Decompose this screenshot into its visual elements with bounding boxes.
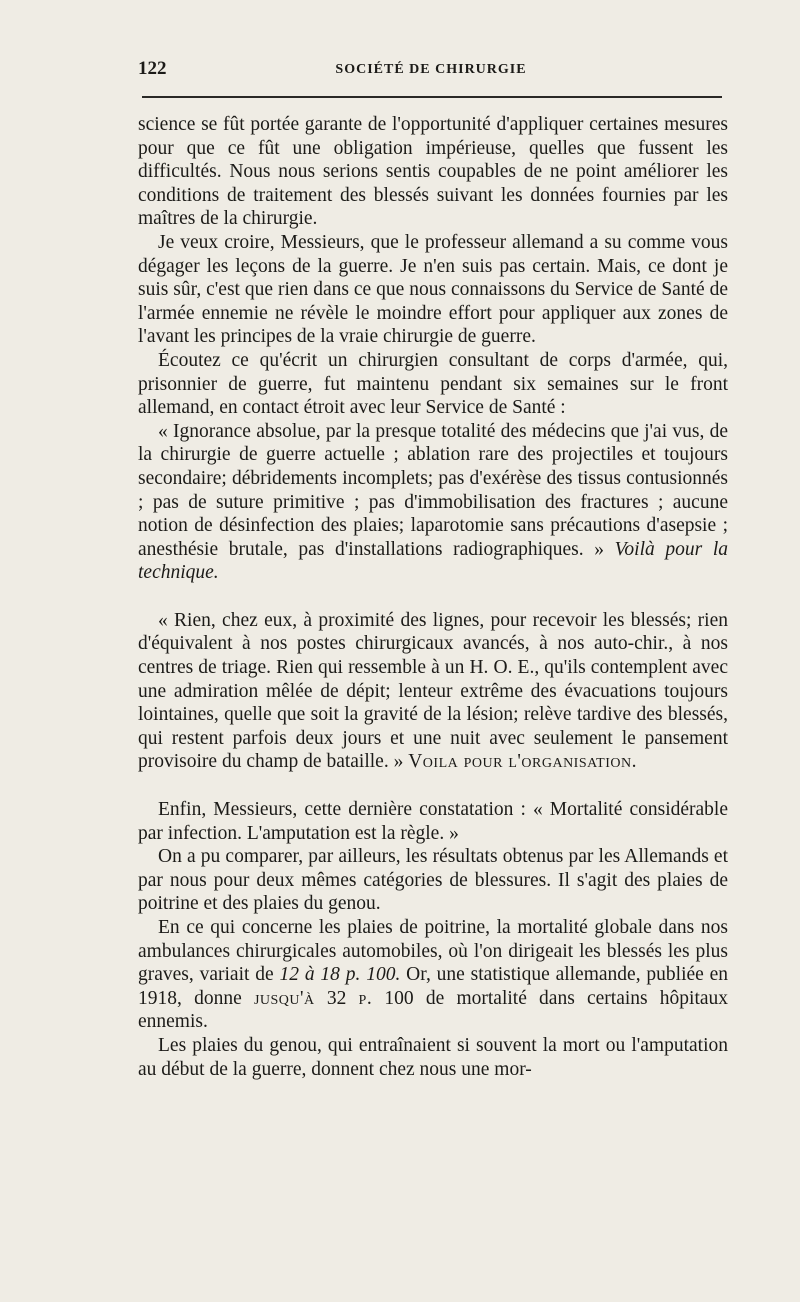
- running-title: SOCIÉTÉ DE CHIRURGIE: [335, 62, 527, 77]
- text-run: 32: [326, 987, 347, 1009]
- quote-conclusion: Voilà pour la technique.: [138, 538, 728, 584]
- spacer: [138, 774, 728, 798]
- quote-conclusion: Voila pour l'organisation.: [408, 751, 637, 773]
- text-run: Or, une statistique allemande, publiée en 1918, donne: [138, 964, 729, 1009]
- paragraph-3: Écoutez ce qu'écrit un chirurgien consultant de corps d'armée, qui, prisonnier de guerre, fut maintenu pendant six semaines sur le front allemand, en contact étroit avec leur Service de Santé :: [138, 349, 728, 419]
- page-number: 122: [138, 58, 167, 79]
- header-rule: [142, 96, 722, 98]
- body-text: [138, 113, 728, 1081]
- spacer: [138, 585, 728, 609]
- text-run: En ce qui concerne les plaies de poitrine, la mortalité globale dans nos ambulances chirurgicales automobiles, où l'on dirigeait les blessés les plus graves, variait de: [138, 917, 728, 986]
- quote-text: « Ignorance absolue, par la presque totalité des médecins que j'ai vus, de la chirurgie de guerre actuelle ; ablation rare des projectiles et toujours secondaire; débridements incomplets; pas d'exérèse des tissus contusionnés ; pas de suture primitive ; pas d'immobilisation des fractures ; aucune notion de désinfection des plaies; laparotomie sans précautions d'asepsie ; anesthésie brutale, pas d'installations radiographiques. »: [138, 420, 728, 560]
- smallcaps-run: p.: [358, 987, 373, 1009]
- paragraph-7: On a pu comparer, par ailleurs, les résultats obtenus par les Allemands et par nous pour deux mêmes catégories de blessures. Il s'agit des plaies de poitrine et des plaies du genou.: [138, 846, 728, 915]
- paragraph-4-quote: [138, 420, 728, 585]
- page-header: [138, 58, 724, 84]
- smallcaps-run: jusqu'à: [253, 987, 315, 1009]
- quote-text: « Rien, chez eux, à proximité des lignes, pour recevoir les blessés; rien d'équivalent à nos postes chirurgicaux avancés, à nos auto-chir., à nos centres de triage. Rien qui ressemble à un H. O. E., qu'ils contemplent avec une admiration mêlée de dépit; lenteur extrême des évacuations toujours lointaines, quelle que soit la gravité de la lésion; relève tardive des blessés, qui restent parfois deux jours et une nuit avec seulement le pansement provisoire du champ de bataille. »: [138, 609, 728, 773]
- paragraph-9: Les plaies du genou, qui entraînaient si souvent la mort ou l'amputation au début de la guerre, donnent chez nous une mor-: [138, 1034, 728, 1080]
- italic-run: 12 à 18 p. 100.: [279, 964, 401, 986]
- paragraph-1: science se fût portée garante de l'opportunité d'appliquer certaines mesures pour que ce fût une obligation impérieuse, quelles que fussent les difficultés. Nous nous serions sentis coupables de ne point améliorer les conditions de traitement des blessés suivant les données fournies par les maîtres de la chirurgie.: [138, 114, 728, 230]
- text-run: 100 de mortalité dans certains hôpitaux ennemis.: [138, 987, 729, 1033]
- paragraph-8: [138, 916, 728, 1034]
- paragraph-6: Enfin, Messieurs, cette dernière constatation : « Mortalité considérable par infection. L'amputation est la règle. »: [138, 799, 728, 844]
- paragraph-2: Je veux croire, Messieurs, que le professeur allemand a su comme vous dégager les leçons de la guerre. Je n'en suis pas certain. Mais, ce dont je suis sûr, c'est que rien dans ce que nous connaissons du Service de Santé de l'armée ennemie ne révèle le moindre effort pour appliquer aux zones de l'avant les principes de la vraie chirurgie de guerre.: [138, 231, 728, 348]
- paragraph-5-quote: [138, 609, 728, 774]
